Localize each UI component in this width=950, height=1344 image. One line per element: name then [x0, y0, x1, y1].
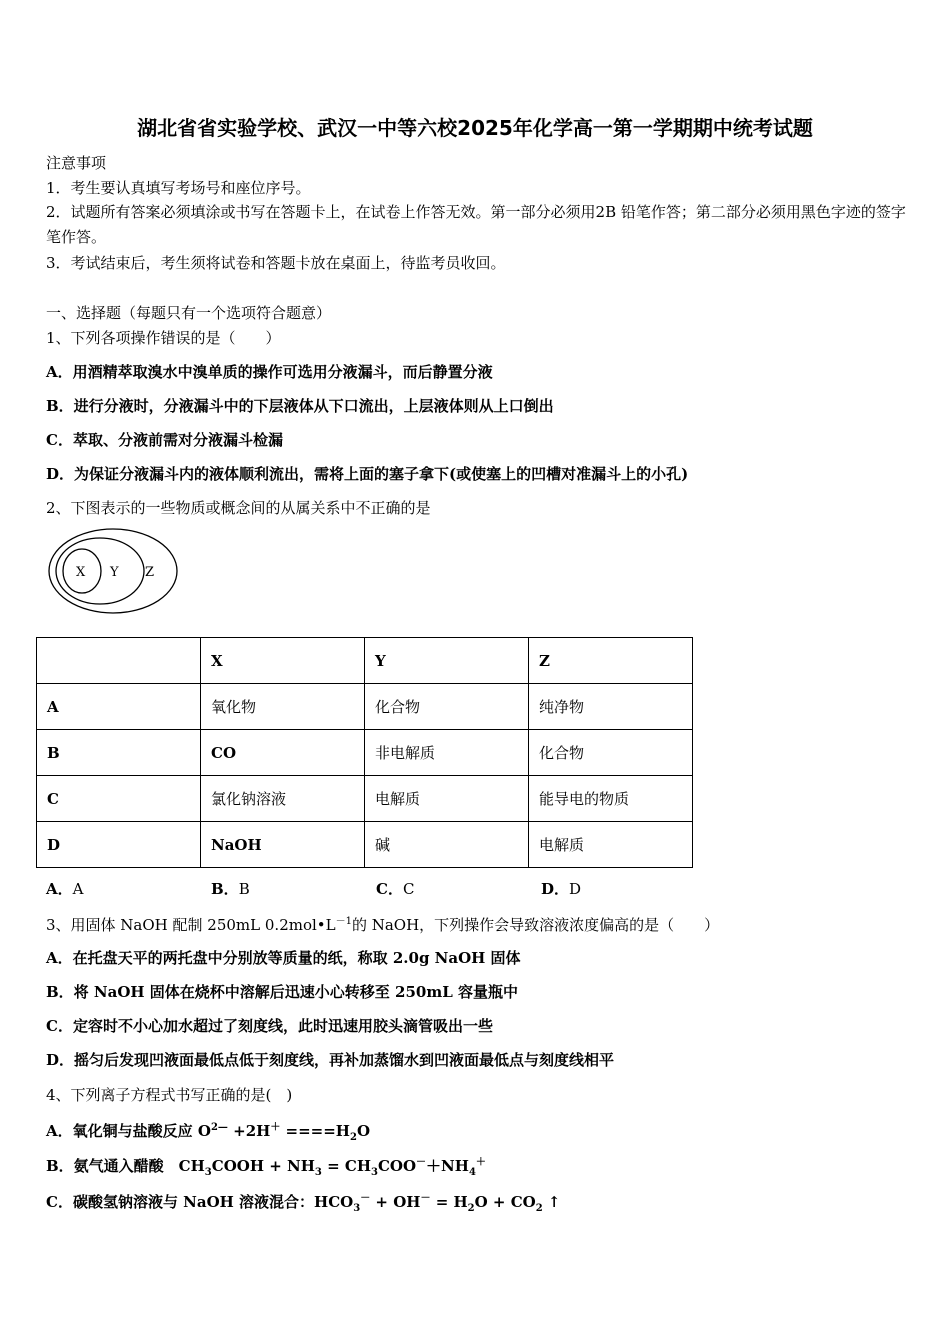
options-table — [36, 637, 693, 868]
table-cell: 纯净物 — [529, 684, 693, 730]
question-1-option-b: B．进行分液时，分液漏斗中的下层液体从下口流出，上层液体则从上口倒出 — [46, 397, 554, 415]
question-2-option-b: B．B — [211, 880, 250, 898]
notice-item-2: 2．试题所有答案必须填涂或书写在答题卡上，在试卷上作答无效。第一部分必须用2B 铅笔作答；第二部分必须用黑色字迹的签字笔作答。 — [46, 203, 906, 246]
table-cell: 碱 — [365, 822, 529, 868]
table-cell: CO — [201, 730, 365, 776]
question-1-option-c: C．萃取、分液前需对分液漏斗检漏 — [46, 431, 283, 449]
question-1-stem: 1、下列各项操作错误的是（ ） — [46, 329, 281, 347]
table-cell: 氯化钠溶液 — [201, 776, 365, 822]
question-4-option-b: B．氨气通入醋酸 $CH_3COOH + NH_3 = CH_3COO^-+NH_4^+$ — [46, 1157, 486, 1178]
table-cell: B — [37, 730, 201, 776]
table-row — [37, 684, 693, 730]
table-cell: 化合物 — [365, 684, 529, 730]
question-2-stem: 2、下图表示的一些物质或概念间的从属关系中不正确的是 — [46, 499, 431, 517]
question-3-option-d: D．摇匀后发现凹液面最低点低于刻度线，再补加蒸馏水到凹液面最低点与刻度线相平 — [46, 1051, 615, 1069]
question-1-option-a: A．用酒精萃取溴水中溴单质的操作可选用分液漏斗，而后静置分液 — [46, 363, 493, 381]
table-cell: 化合物 — [529, 730, 693, 776]
question-1-option-d: D．为保证分液漏斗内的液体顺利流出，需将上面的塞子拿下(或使塞上的凹槽对准漏斗上的小孔) — [46, 465, 689, 483]
table-cell: C — [37, 776, 201, 822]
question-2-option-a: A．A — [46, 880, 84, 898]
question-4-option-c: C．碳酸氢钠溶液与 NaOH 溶液混合：$HCO_3^- + OH^- = H_2O + CO_2$ ↑ — [46, 1193, 561, 1214]
set-y-label: Y — [110, 565, 119, 580]
set-y-ellipse — [56, 538, 144, 604]
table-cell: D — [37, 822, 201, 868]
notice-heading: 注意事项 — [46, 154, 107, 172]
table-row — [37, 822, 693, 868]
table-cell: 电解质 — [365, 776, 529, 822]
table-header-cell: Y — [365, 638, 529, 684]
table-header-cell: X — [201, 638, 365, 684]
page-title: 湖北省省实验学校、武汉一中等六校2025年化学高一第一学期期中统考试题 — [137, 116, 813, 140]
set-z-label: Z — [145, 565, 155, 580]
question-3-stem: 3、用固体 NaOH 配制 250mL $0.2mol•L^{-1}$的 NaOH，下列操作会导致溶液浓度偏高的是（ ） — [46, 916, 720, 934]
table-cell: 电解质 — [529, 822, 693, 868]
table-header-row — [37, 638, 693, 684]
question-2-option-d: D．D — [541, 880, 582, 898]
notice-item-3: 3．考试结束后，考生须将试卷和答题卡放在桌面上，待监考员收回。 — [46, 254, 506, 272]
table-cell: 能导电的物质 — [529, 776, 693, 822]
question-4-option-a: A．氧化铜与盐酸反应 $O^{2—} +2H^+ ====H_2O$ — [46, 1122, 371, 1143]
set-x-label: X — [76, 565, 86, 580]
question-3-option-c: C．定容时不小心加水超过了刻度线，此时迅速用胶头滴管吸出一些 — [46, 1017, 493, 1035]
question-3-option-a: A．在托盘天平的两托盘中分别放等质量的纸，称取 2.0g NaOH 固体 — [46, 949, 521, 967]
question-2-option-c: C．C — [376, 880, 415, 898]
section-heading: 一、选择题（每题只有一个选项符合题意） — [46, 304, 332, 322]
table-cell: NaOH — [201, 822, 365, 868]
table-cell: 非电解质 — [365, 730, 529, 776]
nested-sets-diagram — [40, 525, 190, 620]
table-row — [37, 730, 693, 776]
table-cell: A — [37, 684, 201, 730]
question-4-stem: 4、下列离子方程式书写正确的是( ) — [46, 1086, 293, 1104]
table-header-cell: Z — [529, 638, 693, 684]
table-cell: 氧化物 — [201, 684, 365, 730]
question-3-option-b: B．将 NaOH 固体在烧杯中溶解后迅速小心转移至 250mL 容量瓶中 — [46, 983, 518, 1001]
notice-item-1: 1．考生要认真填写考场号和座位序号。 — [46, 179, 311, 197]
table-row — [37, 776, 693, 822]
table-header-cell — [37, 638, 201, 684]
